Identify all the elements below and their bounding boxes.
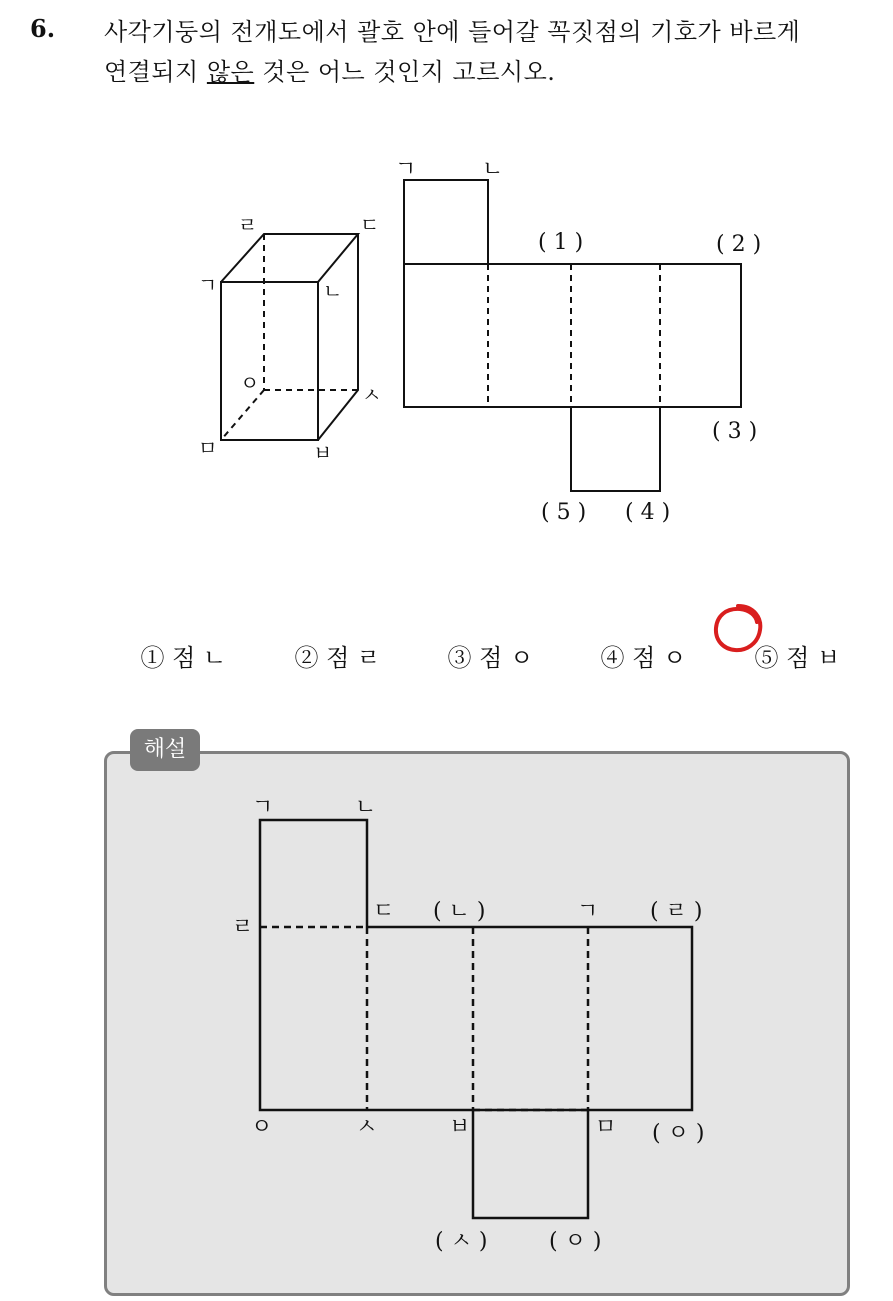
sol-label-bot-m: ㅁ <box>595 1115 617 1140</box>
question-number: 6. <box>30 14 56 43</box>
choice-2-number: ② <box>294 644 319 672</box>
question-line-2-start: 연결되지 <box>104 58 207 86</box>
prism-label-top-front-left: ㄱ <box>198 273 218 297</box>
prism-label-top-front-right: ㄴ <box>323 279 343 303</box>
sol-label-top-blank2: ( ㄹ ) <box>650 899 703 924</box>
sol-label-flap-left: ㄱ <box>252 795 274 820</box>
question-line-1: 사각기둥의 전개도에서 괄호 안에 들어갈 꼭짓점의 기호가 바르게 <box>104 18 801 46</box>
net-blank-4: ( 4 ) <box>625 500 671 525</box>
choice-5-number: ⑤ <box>754 644 779 672</box>
underlined-word: 않은 <box>206 58 255 86</box>
choice-3-text: 점 ㅇ <box>479 644 534 672</box>
net-label-flap-right: ㄴ <box>482 157 504 182</box>
choice-1-number: ① <box>140 644 165 672</box>
solution-net-drawing <box>260 820 692 1218</box>
prism-label-bottom-front-left: ㅁ <box>198 436 218 460</box>
choice-5-text: 점 ㅂ <box>786 644 841 672</box>
choice-4-number: ④ <box>600 644 625 672</box>
prism-label-bottom-back-left: ㅇ <box>240 371 260 395</box>
prism-label-bottom-front-right: ㅂ <box>313 441 333 465</box>
solution-tag: 해설 <box>130 729 200 771</box>
sol-label-top-d: ㄷ <box>373 899 395 924</box>
net-label-flap-left: ㄱ <box>395 157 417 182</box>
sol-label-bot-o: ㅇ <box>251 1115 273 1140</box>
net-blank-2: ( 2 ) <box>716 232 762 257</box>
sol-label-bot-blank5: ( ㅅ ) <box>435 1229 488 1254</box>
sol-label-bot-blank3: ( ㅇ ) <box>652 1121 705 1146</box>
sol-label-top-g: ㄱ <box>577 899 599 924</box>
prism-label-bottom-back-right: ㅅ <box>362 383 382 407</box>
prism-label-top-back-right: ㄷ <box>360 213 380 237</box>
sol-label-flap-right: ㄴ <box>355 795 377 820</box>
sol-label-left-mid: ㄹ <box>232 915 254 940</box>
choice-2-text: 점 ㄹ <box>326 644 381 672</box>
choice-1-text: 점 ㄴ <box>172 644 227 672</box>
choice-3-number: ③ <box>447 644 472 672</box>
sol-label-bot-blank4: ( ㅇ ) <box>549 1229 602 1254</box>
sol-label-bot-s: ㅅ <box>356 1115 378 1140</box>
solution-labels <box>232 795 704 1254</box>
question-line-2-end: 것은 어느 것인지 고르시오. <box>254 58 556 86</box>
sol-label-bot-b: ㅂ <box>449 1115 471 1140</box>
net-blank-3: ( 3 ) <box>712 419 758 444</box>
net-blank-1: ( 1 ) <box>538 230 584 255</box>
choice-4-text: 점 ㅇ <box>632 644 687 672</box>
prism-label-top-back-left: ㄹ <box>238 213 258 237</box>
net-blank-5: ( 5 ) <box>541 500 587 525</box>
sol-label-top-blank1: ( ㄴ ) <box>433 899 486 924</box>
